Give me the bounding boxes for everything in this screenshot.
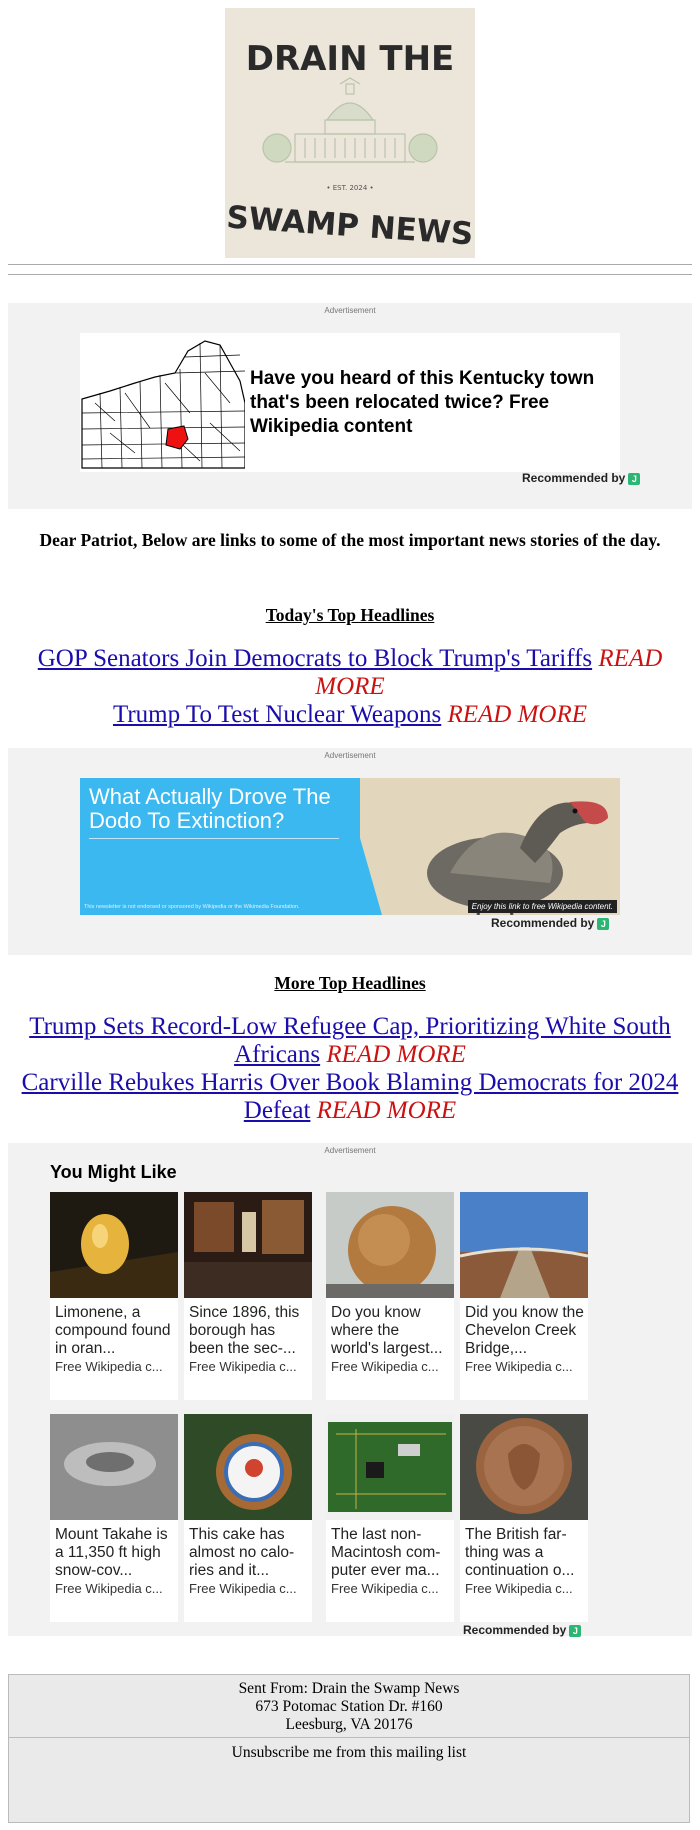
recommendation-card[interactable] <box>326 1414 454 1622</box>
footer-address <box>8 1674 690 1738</box>
dodo-ad[interactable] <box>80 778 620 915</box>
footer-unsubscribe <box>8 1738 690 1823</box>
recommendation-card[interactable] <box>184 1192 312 1400</box>
card-source: Free Wikipedia c... <box>55 1359 163 1374</box>
read-more-link[interactable]: READ MORE <box>316 1097 457 1124</box>
card-source: Free Wikipedia c... <box>331 1581 439 1596</box>
headline-link[interactable]: Trump To Test Nuclear Weapons <box>112 701 442 728</box>
card-source: Free Wikipedia c... <box>55 1581 163 1596</box>
recommended-text: Recommended by <box>522 471 626 485</box>
card-title: The British far-thing was a continuation o... <box>465 1526 575 1579</box>
recommended-by-label[interactable] <box>522 471 640 485</box>
recommended-text: Recommended by <box>463 1623 567 1637</box>
ad-headline: Have you heard of this Kentucky town that's been relocated twice? Free Wikipedia content <box>250 368 595 437</box>
card-title: Do you know where the world's largest... <box>331 1304 443 1357</box>
recommended-text: Recommended by <box>491 916 595 930</box>
recommendation-card[interactable] <box>50 1192 178 1400</box>
card-source: Free Wikipedia c... <box>465 1359 573 1374</box>
sent-from-text: Sent From: Drain the Swamp News <box>238 1680 460 1697</box>
read-more-link[interactable]: READ MORE <box>326 1041 466 1068</box>
read-more-link[interactable]: READ MORE <box>315 645 663 700</box>
headline-list <box>30 645 670 729</box>
unsubscribe-link[interactable]: Unsubscribe me from this mailing list <box>231 1744 467 1761</box>
headline-link[interactable]: GOP Senators Join Democrats to Block Trump's Tariffs <box>37 645 593 672</box>
address-line: 673 Potomac Station Dr. #160 <box>255 1698 443 1715</box>
section-heading: More Top Headlines <box>274 973 426 993</box>
divider <box>8 264 692 265</box>
logo-line1: DRAIN THE <box>245 39 455 79</box>
read-more-link[interactable]: READ MORE <box>447 701 588 728</box>
recommendation-card[interactable] <box>460 1414 588 1622</box>
card-image <box>184 1192 312 1298</box>
jeeng-icon: J <box>569 1625 581 1637</box>
card-image <box>460 1192 588 1298</box>
headline-item <box>8 1069 692 1125</box>
card-title: Mount Takahe is a 11,350 ft high snow-cov... <box>55 1526 168 1579</box>
card-source: Free Wikipedia c... <box>189 1359 297 1374</box>
recommendation-card[interactable] <box>50 1414 178 1622</box>
headline-item <box>8 1013 692 1069</box>
greeting-text: Dear Patriot, Below are links to some of the most important news stories of the day. <box>39 530 661 550</box>
card-source: Free Wikipedia c... <box>331 1359 439 1374</box>
card-title: Limonene, a compound found in oran... <box>55 1304 171 1357</box>
logo-est: • EST. 2024 • <box>326 184 374 192</box>
recommendation-card[interactable] <box>326 1192 454 1400</box>
ad-label: Advertisement <box>324 1146 376 1155</box>
card-title: The last non-Macintosh com-puter ever ma... <box>331 1526 441 1579</box>
dodo-image <box>360 778 620 915</box>
address-line: Leesburg, VA 20176 <box>285 1716 413 1733</box>
headline-item <box>30 701 670 729</box>
ad-label: Advertisement <box>324 751 376 760</box>
card-source: Free Wikipedia c... <box>189 1581 297 1596</box>
card-image <box>460 1414 588 1520</box>
kentucky-ad[interactable] <box>80 333 620 472</box>
card-title: Since 1896, this borough has been the sec-... <box>189 1304 300 1357</box>
headline-item <box>30 645 670 701</box>
ad-label: Advertisement <box>324 306 376 315</box>
recommendation-card[interactable] <box>460 1192 588 1400</box>
ad-headline: What Actually Drove The Dodo To Extinction? <box>89 784 331 833</box>
card-image <box>50 1414 178 1520</box>
card-title: This cake has almost no calo-ries and it... <box>189 1526 295 1579</box>
divider <box>89 838 339 839</box>
card-image <box>50 1192 178 1298</box>
widget-title: You Might Like <box>50 1162 177 1182</box>
card-image <box>326 1414 454 1520</box>
section-heading: Today's Top Headlines <box>265 605 435 625</box>
headline-link[interactable]: Trump Sets Record-Low Refugee Cap, Prioritizing White South Africans <box>29 1013 671 1068</box>
capitol-icon <box>263 78 437 162</box>
headline-link[interactable]: Carville Rebukes Harris Over Book Blaming Democrats for 2024 Defeat <box>21 1069 679 1124</box>
ad-disclaimer: This newsletter is not endorsed or sponsored by Wikipedia or the Wikimedia Foundation. <box>84 904 300 910</box>
logo-line2: SWAMP NEWS <box>225 199 475 253</box>
recommended-by-label[interactable] <box>491 916 609 930</box>
card-image <box>326 1192 454 1298</box>
card-title: Did you know the Chevelon Creek Bridge,... <box>465 1304 584 1357</box>
divider <box>8 274 692 275</box>
newsletter-logo <box>225 8 475 258</box>
ad-caption: Enjoy this link to free Wikipedia content. <box>468 900 617 913</box>
headline-list <box>8 1013 692 1125</box>
jeeng-icon: J <box>628 473 640 485</box>
card-image <box>184 1414 312 1520</box>
card-source: Free Wikipedia c... <box>465 1581 573 1596</box>
recommended-by-label[interactable] <box>463 1623 581 1637</box>
kentucky-map-icon <box>80 333 245 472</box>
recommendation-card[interactable] <box>184 1414 312 1622</box>
jeeng-icon: J <box>597 918 609 930</box>
